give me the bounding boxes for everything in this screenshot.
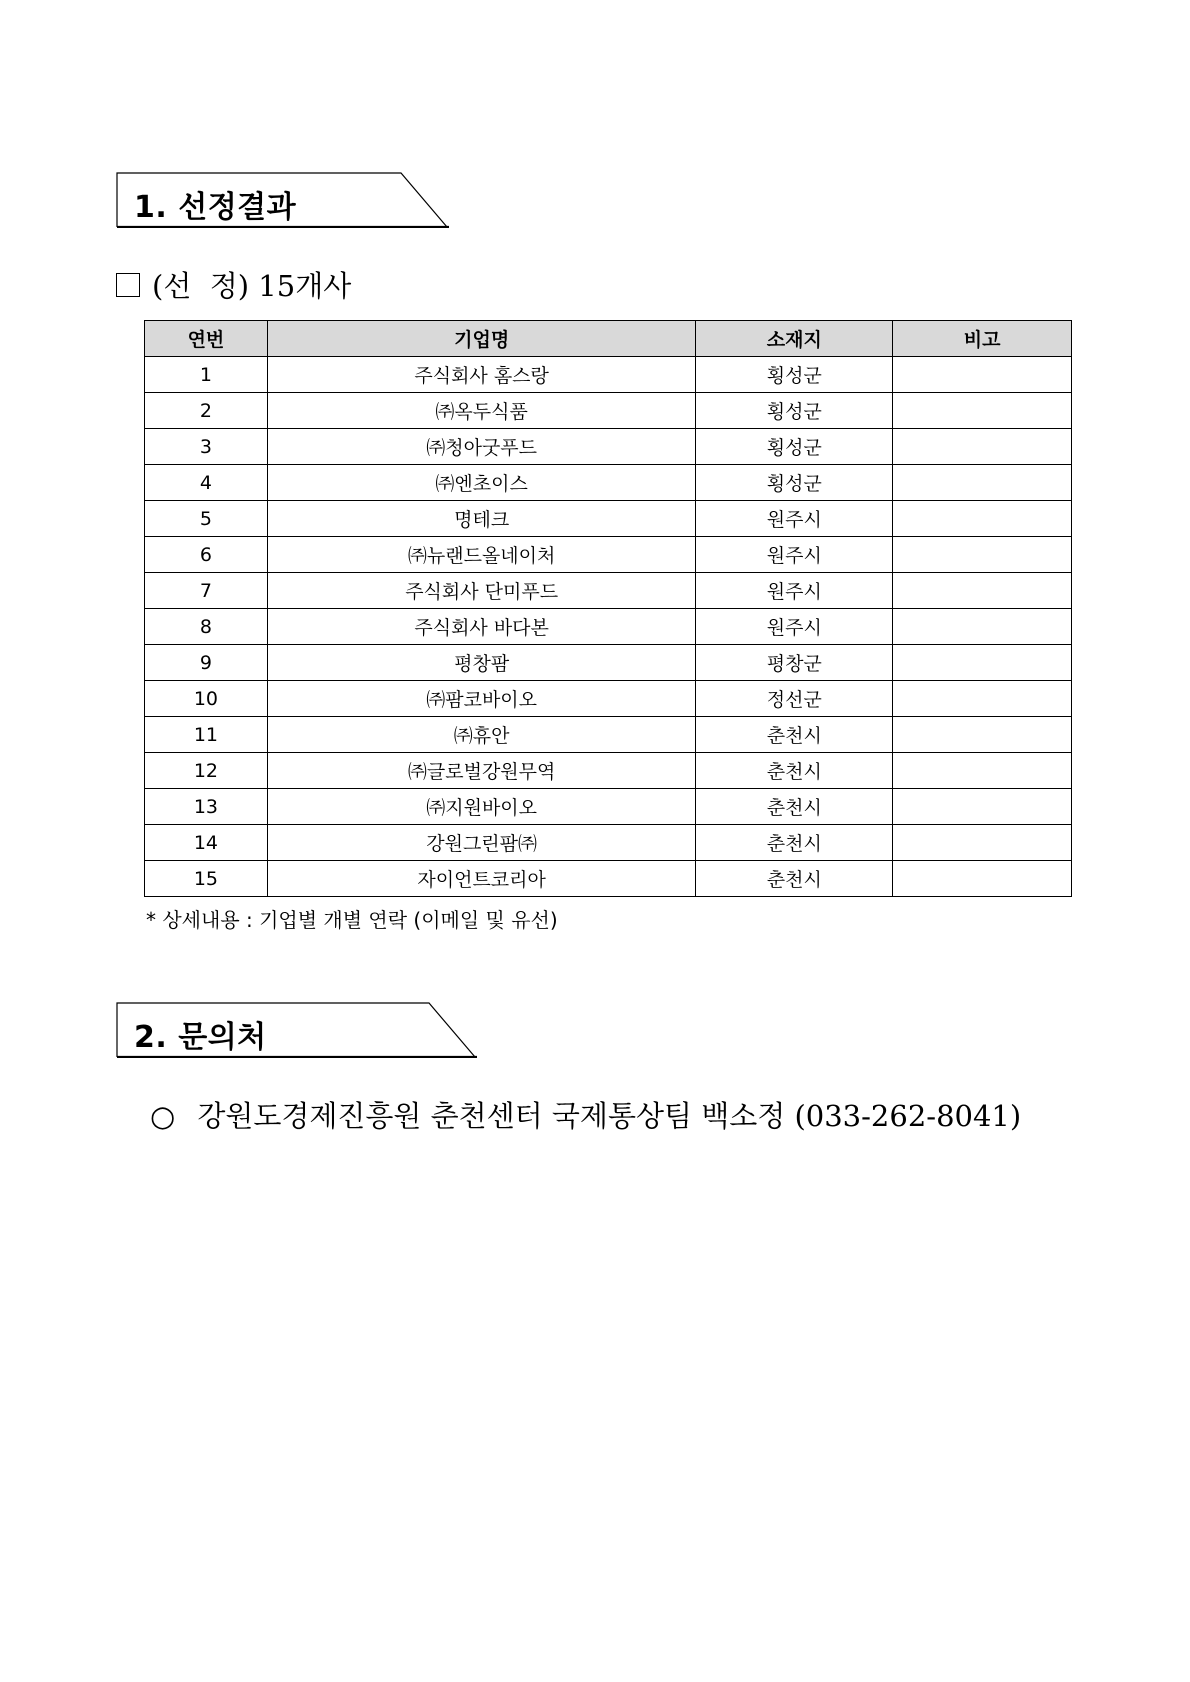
cell-location: 원주시 [696,573,893,609]
contact-text: 강원도경제진흥원 춘천센터 국제통상팀 백소정 (033-262-8041) [197,1099,1022,1133]
cell-location: 원주시 [696,537,893,573]
table-row [145,429,1072,465]
cell-no: 4 [145,465,268,501]
cell-remarks [893,825,1072,861]
cell-no: 9 [145,645,268,681]
contact-info [150,1094,1021,1135]
table-row [145,789,1072,825]
column-header-location: 소재지 [696,321,893,357]
selection-results-table [144,320,1072,897]
selection-summary-text: (선 정) 15개사 [152,269,352,303]
cell-company: ㈜팜코바이오 [267,681,696,717]
section-2-title: 2. 문의처 [134,1020,267,1055]
cell-company: 주식회사 홈스랑 [267,357,696,393]
table-header-row [145,321,1072,357]
cell-remarks [893,645,1072,681]
cell-company: ㈜옥두식품 [267,393,696,429]
column-header-company: 기업명 [267,321,696,357]
cell-location: 횡성군 [696,393,893,429]
cell-remarks [893,537,1072,573]
cell-no: 12 [145,753,268,789]
cell-location: 춘천시 [696,825,893,861]
cell-no: 6 [145,537,268,573]
cell-no: 8 [145,609,268,645]
cell-company: 주식회사 바다본 [267,609,696,645]
table-row [145,753,1072,789]
table-row [145,861,1072,897]
cell-company: 평창팜 [267,645,696,681]
column-header-no: 연번 [145,321,268,357]
table-row [145,645,1072,681]
cell-location: 정선군 [696,681,893,717]
table-row [145,825,1072,861]
cell-company: 명테크 [267,501,696,537]
circle-bullet-icon: ○ [150,1099,176,1133]
table-row [145,357,1072,393]
cell-remarks [893,717,1072,753]
column-header-remarks: 비고 [893,321,1072,357]
table-row [145,393,1072,429]
cell-no: 5 [145,501,268,537]
section-2-heading [116,1002,478,1058]
section-1-heading [116,172,450,228]
cell-remarks [893,681,1072,717]
cell-remarks [893,429,1072,465]
table-row [145,573,1072,609]
cell-company: ㈜휴안 [267,717,696,753]
cell-company: 자이언트코리아 [267,861,696,897]
cell-remarks [893,465,1072,501]
cell-remarks [893,609,1072,645]
cell-company: ㈜글로벌강원무역 [267,753,696,789]
section-1-title: 1. 선정결과 [134,190,297,225]
cell-no: 10 [145,681,268,717]
table-footnote: * 상세내용 : 기업별 개별 연락 (이메일 및 유선) [146,908,558,932]
checkbox-square-icon [116,273,140,297]
table-row [145,681,1072,717]
cell-location: 횡성군 [696,357,893,393]
table-row [145,465,1072,501]
cell-location: 원주시 [696,501,893,537]
cell-remarks [893,501,1072,537]
cell-no: 14 [145,825,268,861]
cell-location: 횡성군 [696,429,893,465]
cell-remarks [893,573,1072,609]
cell-remarks [893,861,1072,897]
cell-company: ㈜엔초이스 [267,465,696,501]
cell-remarks [893,393,1072,429]
cell-no: 2 [145,393,268,429]
selection-summary [116,264,351,305]
cell-remarks [893,753,1072,789]
cell-location: 춘천시 [696,753,893,789]
table-row [145,501,1072,537]
cell-company: ㈜청아굿푸드 [267,429,696,465]
cell-no: 3 [145,429,268,465]
cell-location: 평창군 [696,645,893,681]
cell-no: 13 [145,789,268,825]
table-row [145,609,1072,645]
cell-no: 1 [145,357,268,393]
cell-company: 주식회사 단미푸드 [267,573,696,609]
cell-no: 15 [145,861,268,897]
cell-location: 춘천시 [696,789,893,825]
cell-location: 춘천시 [696,717,893,753]
cell-remarks [893,789,1072,825]
cell-company: ㈜지원바이오 [267,789,696,825]
cell-company: 강원그린팜㈜ [267,825,696,861]
cell-location: 춘천시 [696,861,893,897]
cell-location: 횡성군 [696,465,893,501]
cell-location: 원주시 [696,609,893,645]
cell-company: ㈜뉴랜드올네이처 [267,537,696,573]
cell-remarks [893,357,1072,393]
cell-no: 7 [145,573,268,609]
cell-no: 11 [145,717,268,753]
table-row [145,717,1072,753]
table-row [145,537,1072,573]
